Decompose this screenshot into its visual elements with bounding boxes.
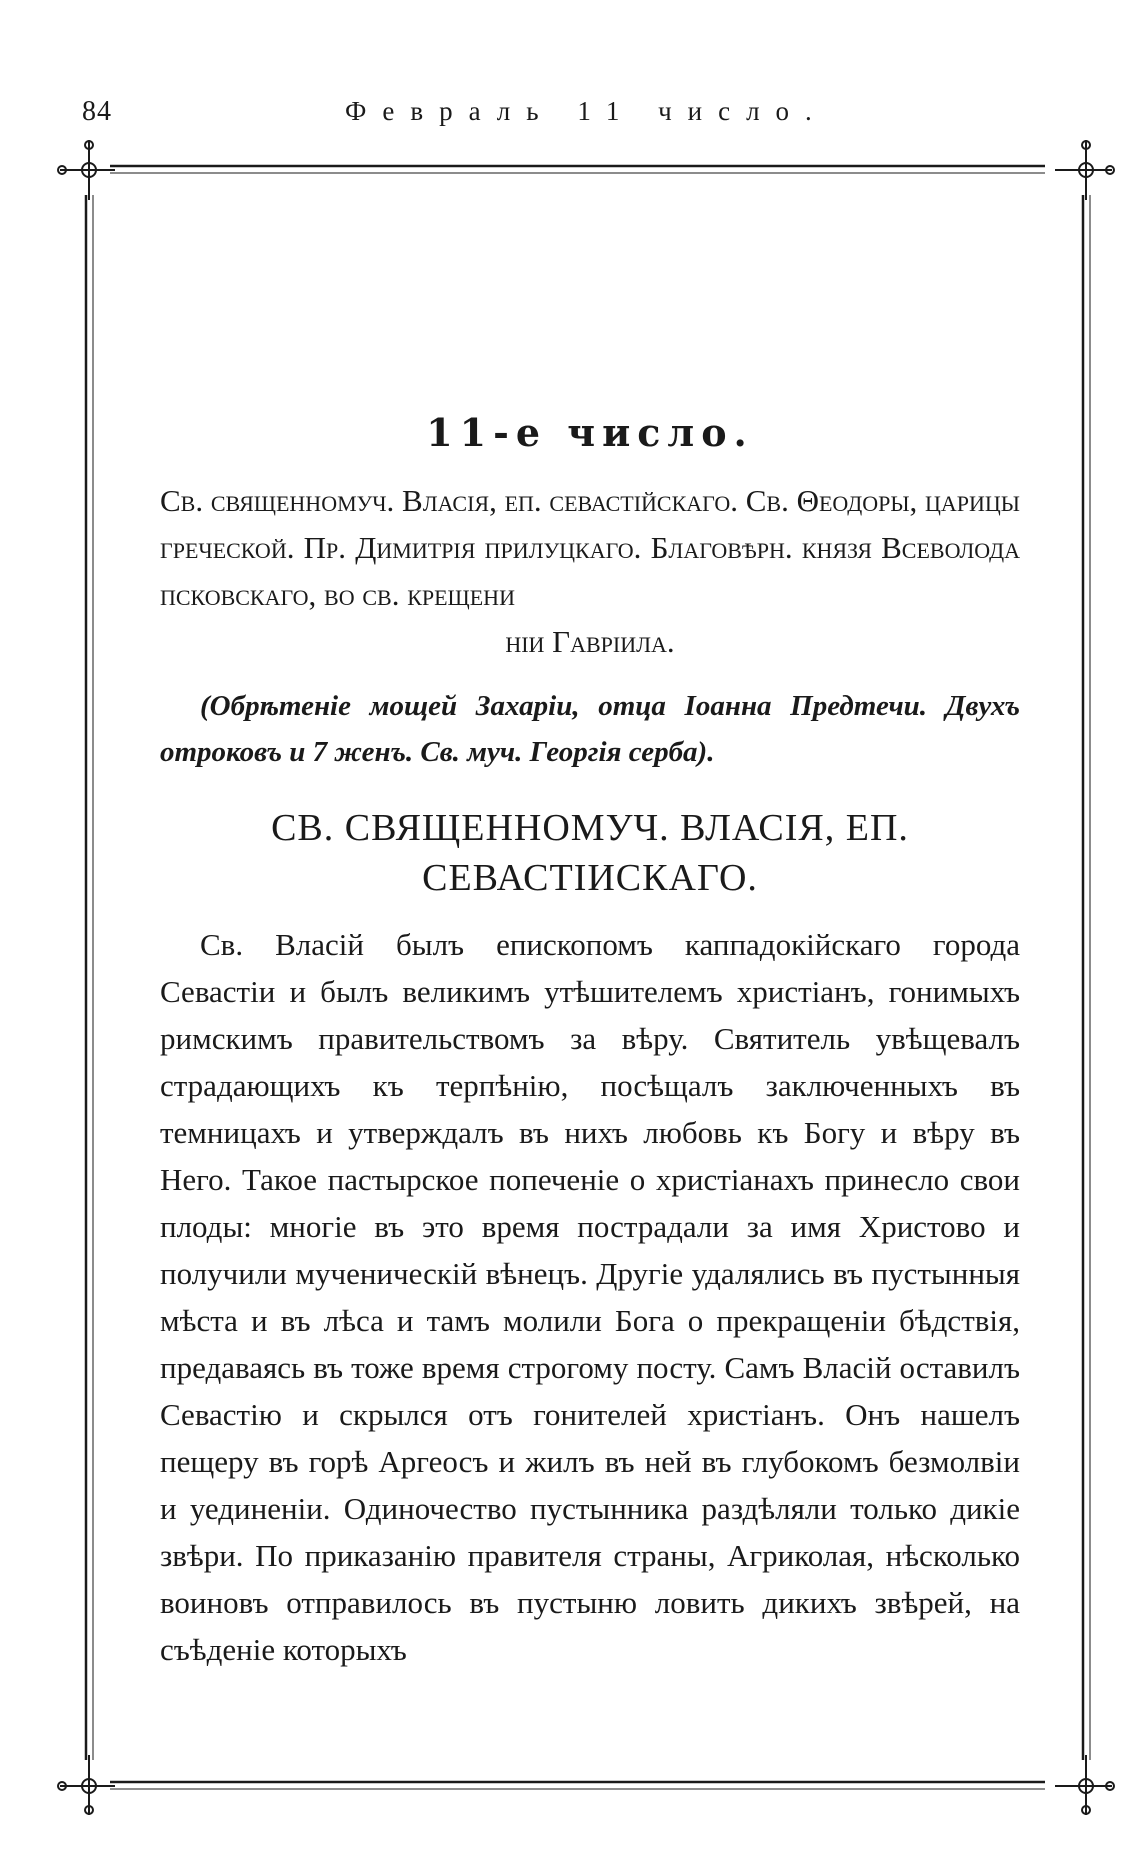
day-title: 11-е число. [426,410,754,455]
running-title: Февраль 11 число. [345,96,828,126]
page-number: 84 [82,96,112,127]
corner-ornament-top-left [58,140,115,200]
page-content [160,410,1020,1673]
saints-list-main: Св. священномуч. Власія, еп. севастійскаго. Св. Θеодоры, царицы греческой. Пр. Димитрія прилуцкаго. Благовѣрн. князя Всеволода псковскаго, во св. крещени [160,483,1020,612]
body-text: Св. Власій былъ епископомъ каппадокійскаго города Севастіи и былъ великимъ утѣшителемъ христіанъ, гонимыхъ римскимъ правительствомъ за вѣру. Святитель увѣщевалъ страдающихъ къ терпѣнію, посѣщалъ заключенныхъ въ темницахъ и утверждалъ въ нихъ любовь къ Богу и вѣру въ Него. Такое пастырское попеченіе о христіанахъ принесло свои плоды: многіе въ это время пострадали за имя Христово и получили мученическій вѣнецъ. Другіе удалялись въ пустынныя мѣста и въ лѣса и тамъ молили Бога о прекращеніи бѣдствія, предаваясь въ тоже время строгому посту. Самъ Власій оставилъ Севастію и скрылся отъ гонителей христіанъ. Онъ нашелъ пещеру въ горѣ Аргеосъ и жилъ въ ней въ глубокомъ безмолвіи и уединеніи. Одиночество пустынника раздѣляли только дикіе звѣри. По приказанію правителя страны, Агриколая, нѣсколько воиновъ отправилось въ пустыню ловить дикихъ звѣрей, на съѣденіе которыхъ [160,927,1020,1667]
corner-ornament-top-right [1055,140,1114,200]
corner-ornament-bottom-left [58,1755,115,1815]
corner-ornament-bottom-right [1055,1755,1114,1815]
section-title: СВ. СВЯЩЕННОМУЧ. ВЛАСІЯ, ЕП. СЕВАСТІИСКАГО. [271,807,909,899]
saints-list-last: ніи Гавріила. [505,624,675,659]
saints-list [160,477,1020,665]
commemorations: (Обрѣтеніе мощей Захаріи, отца Іоанна Предтечи. Двухъ отроковъ и 7 женъ. Св. муч. Георгія серба). [160,690,1020,768]
